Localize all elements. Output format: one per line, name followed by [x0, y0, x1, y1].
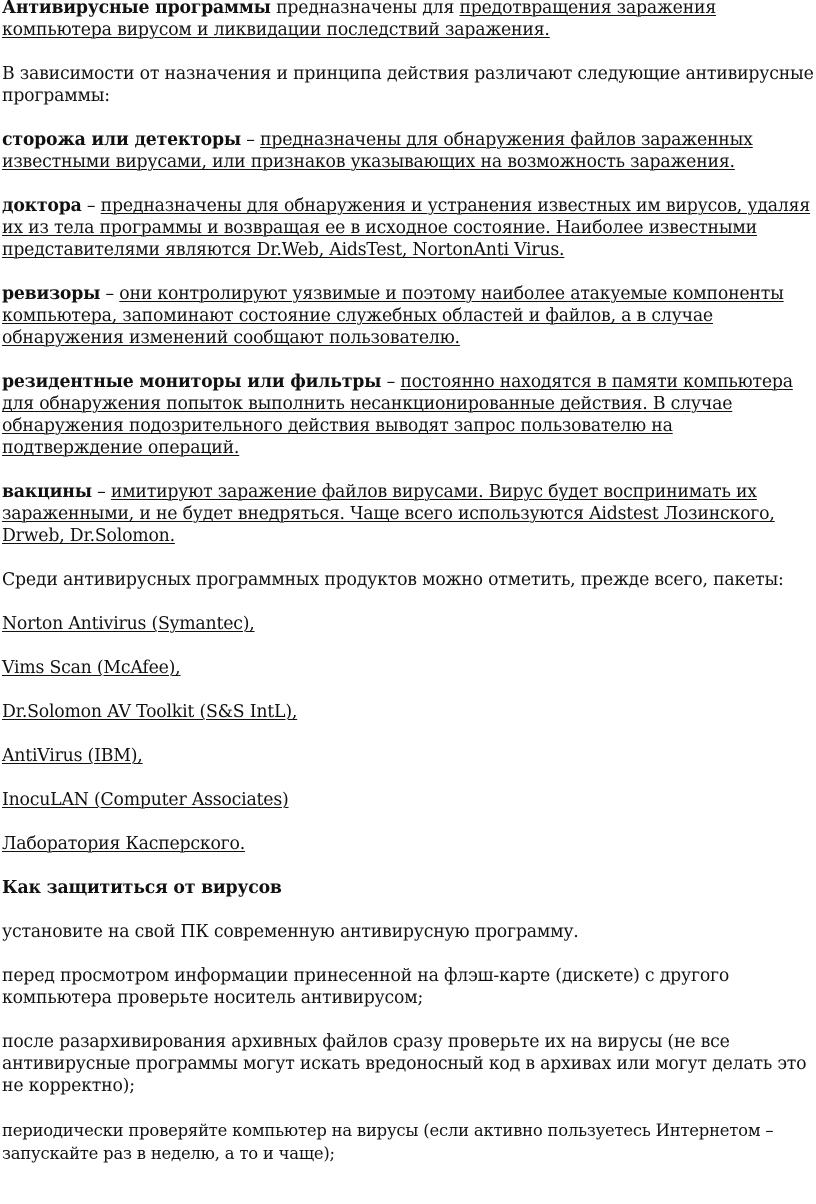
protection-tip: периодически проверяйте компьютер на вирусы (если активно пользуетесь Интернетом – запускайте раз в неделю, а то и чаще); — [2, 1121, 774, 1163]
type-description: предназначены для обнаружения и устранения известных им вирусов, удаляя их из тела программы и возвращая ее в исходное состояние. Наиболее известными представителями являются Dr.Web, AidsTest, NortonAnti Virus. — [2, 196, 811, 260]
classification-intro: В зависимости от назначения и принципа действия различают следующие антивирусные программы: — [2, 64, 814, 106]
intro-term: Антивирусные программы — [2, 0, 271, 18]
type-dash: – — [91, 482, 111, 502]
type-dash: – — [100, 284, 120, 304]
type-term: резидентные мониторы или фильтры — [2, 372, 382, 392]
type-item — [2, 371, 816, 459]
protection-tip: перед просмотром информации принесенной на флэш-карте (дискете) с другого компьютера проверьте носитель антивирусом; — [2, 966, 730, 1008]
intro-paragraph — [2, 0, 816, 41]
package-item: Dr.Solomon AV Toolkit (S&S IntL), — [2, 702, 298, 722]
package-item: Vims Scan (McAfee), — [2, 658, 181, 678]
type-item — [2, 481, 816, 547]
protection-tip: установите на свой ПК современную антивирусную программу. — [2, 922, 579, 942]
type-dash: – — [381, 372, 401, 392]
intro-definition: предотвращения заражения компьютера вирусом и ликвидации последствий заражения. — [2, 0, 717, 40]
type-description: предназначены для обнаружения файлов зараженных известными вирусами, или признаков указывающих на возможность заражения. — [2, 130, 753, 172]
section-heading-text: Как защититься от вирусов — [2, 878, 282, 898]
package-item: Norton Antivirus (Symantec), — [2, 614, 255, 634]
type-description: они контролируют уязвимые и поэтому наиболее атакуемые компоненты компьютера, запоминают состояние служебных областей и файлов, а в случае обнаружения изменений сообщают пользователю. — [2, 284, 784, 348]
type-dash: – — [241, 130, 261, 150]
type-item — [2, 195, 816, 261]
packages-intro: Среди антивирусных программных продуктов можно отметить, прежде всего, пакеты: — [2, 570, 784, 590]
type-description: постоянно находятся в памяти компьютера для обнаружения попыток выполнить несанкционированные действия. В случае обнаружения подозрительного действия выводят запрос пользователю на подтверждение операций. — [2, 372, 793, 458]
type-description: имитируют заражение файлов вирусами. Вирус будет воспринимать их зараженными, и не будет внедряться. Чаще всего используются Aidstest Лозинского, Drweb, Dr.Solomon. — [2, 482, 775, 546]
type-term: вакцины — [2, 482, 92, 502]
package-item: AntiVirus (IBM), — [2, 746, 143, 766]
package-item: InocuLAN (Computer Associates) — [2, 790, 289, 810]
type-item — [2, 129, 816, 173]
intro-plain: предназначены для — [270, 0, 460, 18]
section-heading — [2, 877, 816, 899]
type-term: сторожа или детекторы — [2, 130, 242, 150]
protection-tip: после разархивирования архивных файлов сразу проверьте их на вирусы (не все антивирусные программы могут искать вредоносный код в архивах или могут делать это не корректно); — [2, 1032, 807, 1096]
package-item: Лаборатория Касперского. — [2, 834, 246, 854]
type-term: доктора — [2, 196, 82, 216]
type-dash: – — [81, 196, 101, 216]
type-item — [2, 283, 816, 349]
type-term: ревизоры — [2, 284, 101, 304]
